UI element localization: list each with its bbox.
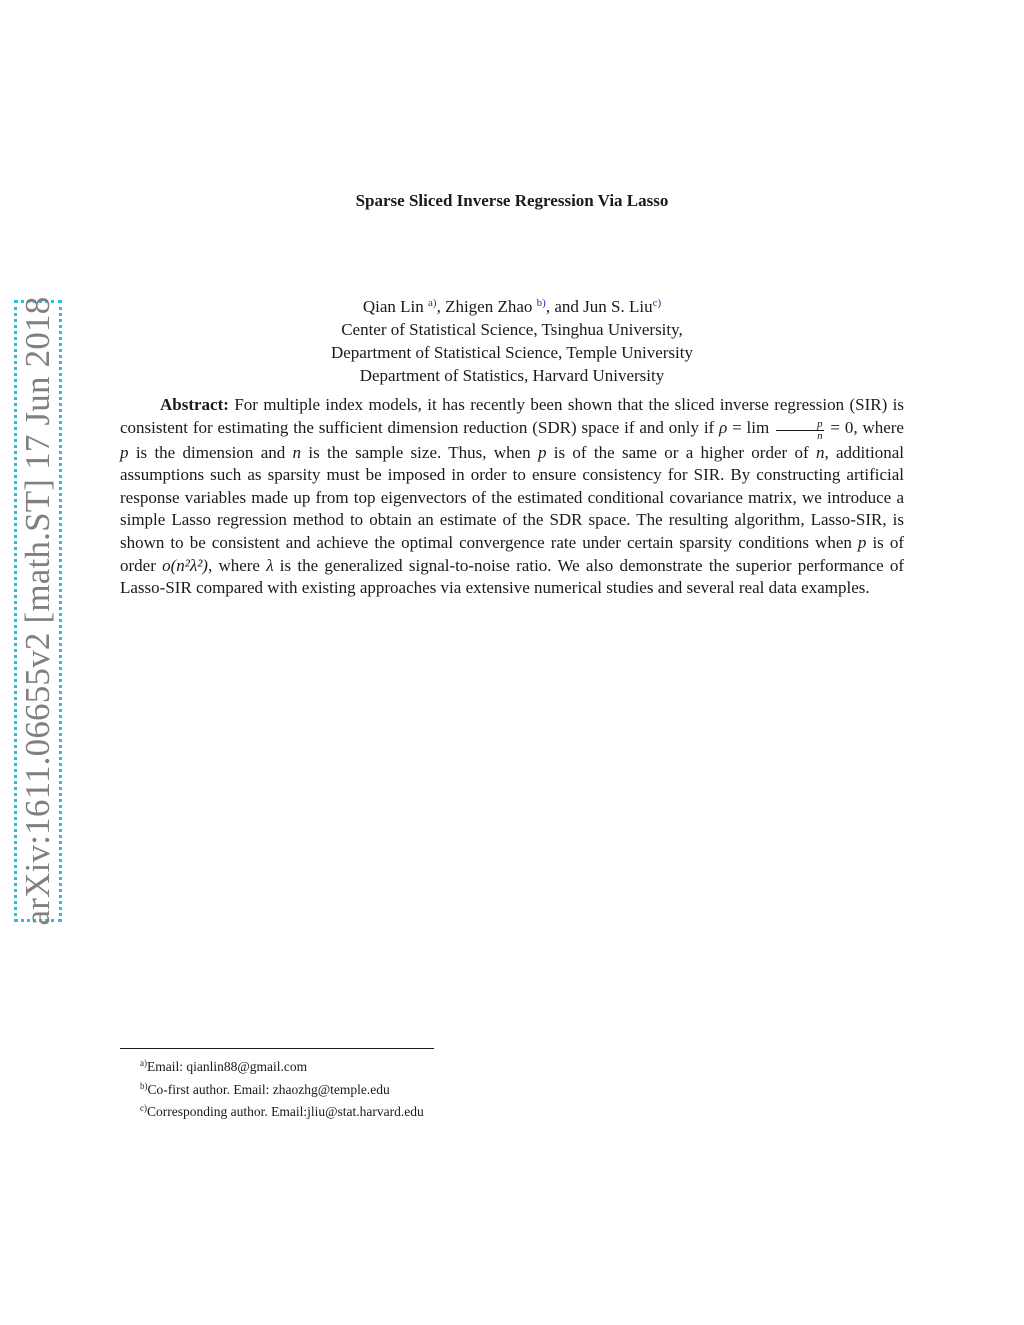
math-p: p xyxy=(120,442,129,462)
fraction-denominator: n xyxy=(817,429,823,442)
abstract-text: is the dimension and xyxy=(128,442,293,462)
arxiv-identifier[interactable]: arXiv:1611.06655v2 [math.ST] 17 Jun 2018 xyxy=(18,296,57,926)
arxiv-stamp[interactable] xyxy=(14,296,62,926)
math-p: p xyxy=(857,532,867,552)
abstract-label: Abstract: xyxy=(160,395,229,414)
author-qian-lin: Qian Lin xyxy=(362,297,429,316)
footnote-mark: a) xyxy=(140,1058,147,1068)
footnote-text: Corresponding author. Email:jliu@stat.harvard.edu xyxy=(147,1104,424,1119)
footnote-b xyxy=(140,1077,424,1100)
affiliation-tsinghua: Center of Statistical Science, Tsinghua University, xyxy=(341,320,683,339)
footnote-mark: c) xyxy=(140,1103,147,1113)
affiliation-temple: Department of Statistical Science, Temple University xyxy=(330,343,693,362)
paper-title: Sparse Sliced Inverse Regression Via Lasso xyxy=(355,191,669,210)
abstract-text: , additional assumptions such as sparsity must be imposed in order to ensure consistency for SIR. By constructing artificial response variables made up from top eigenvectors of the estimated conditional covariance matrix, we introduce a simple Lasso regression method to obtain an estimate of the SDR space. The resulting algorithm, Lasso-SIR, is shown to be consistent and achieve the optimal convergence rate under certain sparsity conditions when xyxy=(120,442,904,552)
math-n: n xyxy=(292,442,302,462)
footnote-text: Co-first author. Email: zhaozhg@temple.edu xyxy=(147,1081,390,1097)
author-zhigen-zhao: , Zhigen Zhao xyxy=(436,297,537,316)
math-order-expression: o(n²λ²) xyxy=(162,555,208,575)
abstract-text: For multiple index models, it has recently been shown that the sliced inverse regression (SIR) is consistent for estimating the sufficient dimension reduction (SDR) space if and only if xyxy=(120,395,904,437)
footnote-text: Email: qianlin88@gmail.com xyxy=(147,1059,308,1074)
abstract-text: is the sample size. Thus, when xyxy=(301,442,538,462)
footnote-c xyxy=(140,1099,424,1122)
footnotes xyxy=(140,1054,424,1122)
fraction-numerator: p xyxy=(776,419,824,431)
footnote-mark: b) xyxy=(140,1080,148,1091)
math-lim: = lim xyxy=(727,417,775,437)
abstract-text: is of order xyxy=(120,532,904,575)
abstract-text: , where xyxy=(207,555,267,575)
affiliation-harvard: Department of Statistics, Harvard University xyxy=(359,366,665,385)
author-block xyxy=(0,292,1024,387)
footnote-mark-c[interactable]: c) xyxy=(652,297,662,309)
footnote-divider xyxy=(120,1048,434,1049)
math-fraction xyxy=(776,419,824,442)
abstract-text: is the generalized signal-to-noise ratio. We also demonstrate the superior performance of Lasso-SIR compared with existing approaches via extensive numerical studies and several real data examples. xyxy=(120,555,904,598)
footnote-mark-a[interactable]: a) xyxy=(428,297,437,309)
abstract xyxy=(120,394,904,600)
math-rho: ρ xyxy=(719,417,728,437)
footnote-mark-b[interactable]: b) xyxy=(536,297,546,309)
author-jun-liu: , and Jun S. Liu xyxy=(545,297,653,316)
math-n: n xyxy=(815,442,825,462)
abstract-text: is of the same or a higher order of xyxy=(546,442,816,462)
math-equals-zero: = 0, where xyxy=(825,417,904,437)
math-p: p xyxy=(537,442,547,462)
math-lambda: λ xyxy=(266,555,274,575)
author-list xyxy=(0,292,1024,318)
footnote-a xyxy=(140,1054,424,1077)
